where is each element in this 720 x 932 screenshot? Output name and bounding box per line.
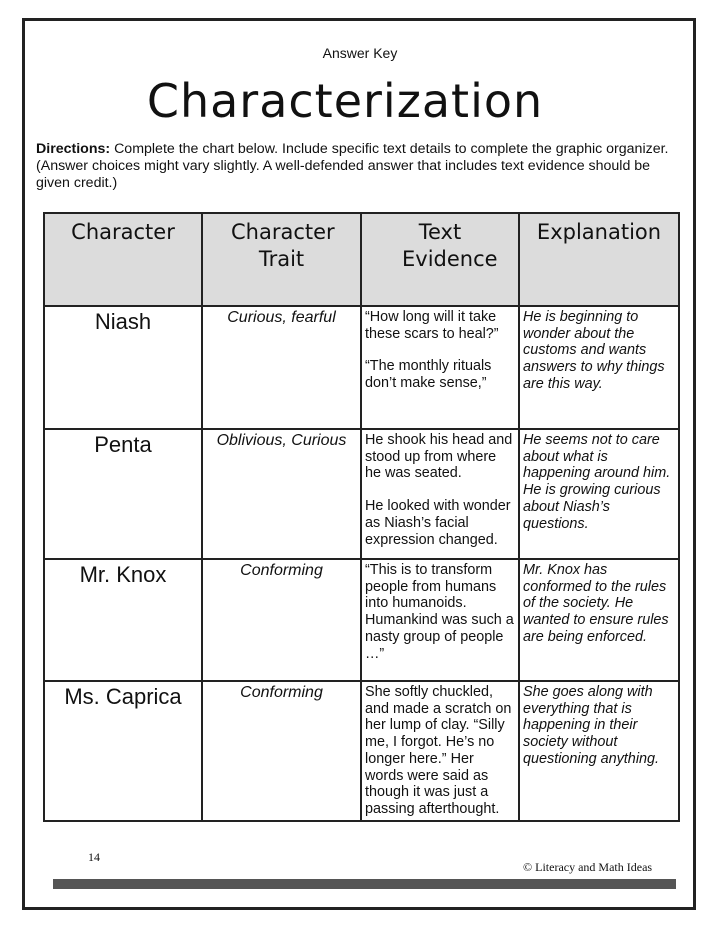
text-evidence bbox=[361, 429, 519, 559]
answer-key-label: Answer Key bbox=[322, 45, 398, 61]
text-evidence bbox=[361, 559, 519, 681]
copyright-notice: © Literacy and Math Ideas bbox=[523, 860, 653, 874]
evidence-quote: “This is to transform people from humans into humanoids. Humankind was such a nasty group of people …” bbox=[365, 562, 514, 662]
header-character: Character bbox=[44, 213, 202, 306]
character-name: Mr. Knox bbox=[44, 559, 202, 681]
header-text-evidence: Text Evidence bbox=[361, 213, 519, 306]
character-trait: Conforming bbox=[202, 559, 361, 681]
text-evidence bbox=[361, 306, 519, 429]
character-name: Niash bbox=[44, 306, 202, 429]
evidence-quote: “The monthly rituals don’t make sense,” bbox=[365, 358, 492, 392]
directions bbox=[36, 141, 676, 192]
page-title: Characterization bbox=[146, 74, 544, 128]
table-row bbox=[44, 681, 679, 821]
evidence-quote: He shook his head and stood up from where he was seated. bbox=[365, 432, 513, 482]
header-row bbox=[44, 213, 679, 306]
character-trait: Conforming bbox=[202, 681, 361, 821]
text-evidence bbox=[361, 681, 519, 821]
table-row bbox=[44, 306, 679, 429]
explanation: Mr. Knox has conformed to the rules of the society. He wanted to ensure rules are being enforced. bbox=[519, 559, 679, 681]
header-explanation: Explanation bbox=[519, 213, 679, 306]
table-row bbox=[44, 429, 679, 559]
directions-label: Directions: bbox=[36, 141, 111, 157]
table-row bbox=[44, 559, 679, 681]
character-name: Ms. Caprica bbox=[44, 681, 202, 821]
explanation: He is beginning to wonder about the customs and wants answers to why things are this way. bbox=[519, 306, 679, 429]
character-trait: Curious, fearful bbox=[202, 306, 361, 429]
footer-bar bbox=[53, 879, 676, 889]
evidence-quote: He looked with wonder as Niash’s facial expression changed. bbox=[365, 498, 511, 548]
characterization-chart bbox=[43, 212, 680, 822]
evidence-quote: “How long will it take these scars to heal?” bbox=[365, 309, 499, 342]
explanation: She goes along with everything that is happening in their society without questioning anything. bbox=[519, 681, 679, 821]
page-number: 14 bbox=[88, 850, 100, 864]
character-name: Penta bbox=[44, 429, 202, 559]
directions-text: Complete the chart below. Include specific text details to complete the graphic organizer. (Answer choices might vary slightly. A well-defended answer that includes text evidence should be given credit.) bbox=[36, 141, 669, 191]
evidence-quote: She softly chuckled, and made a scratch on her lump of clay. “Silly me, I forgot. He’s no longer here.” Her words were said as though it was just a passing afterthought. bbox=[365, 684, 512, 817]
explanation: He seems not to care about what is happening around him. He is growing curious about Niash’s questions. bbox=[519, 429, 679, 559]
header-character-trait: Character Trait bbox=[202, 213, 361, 306]
character-trait: Oblivious, Curious bbox=[202, 429, 361, 559]
